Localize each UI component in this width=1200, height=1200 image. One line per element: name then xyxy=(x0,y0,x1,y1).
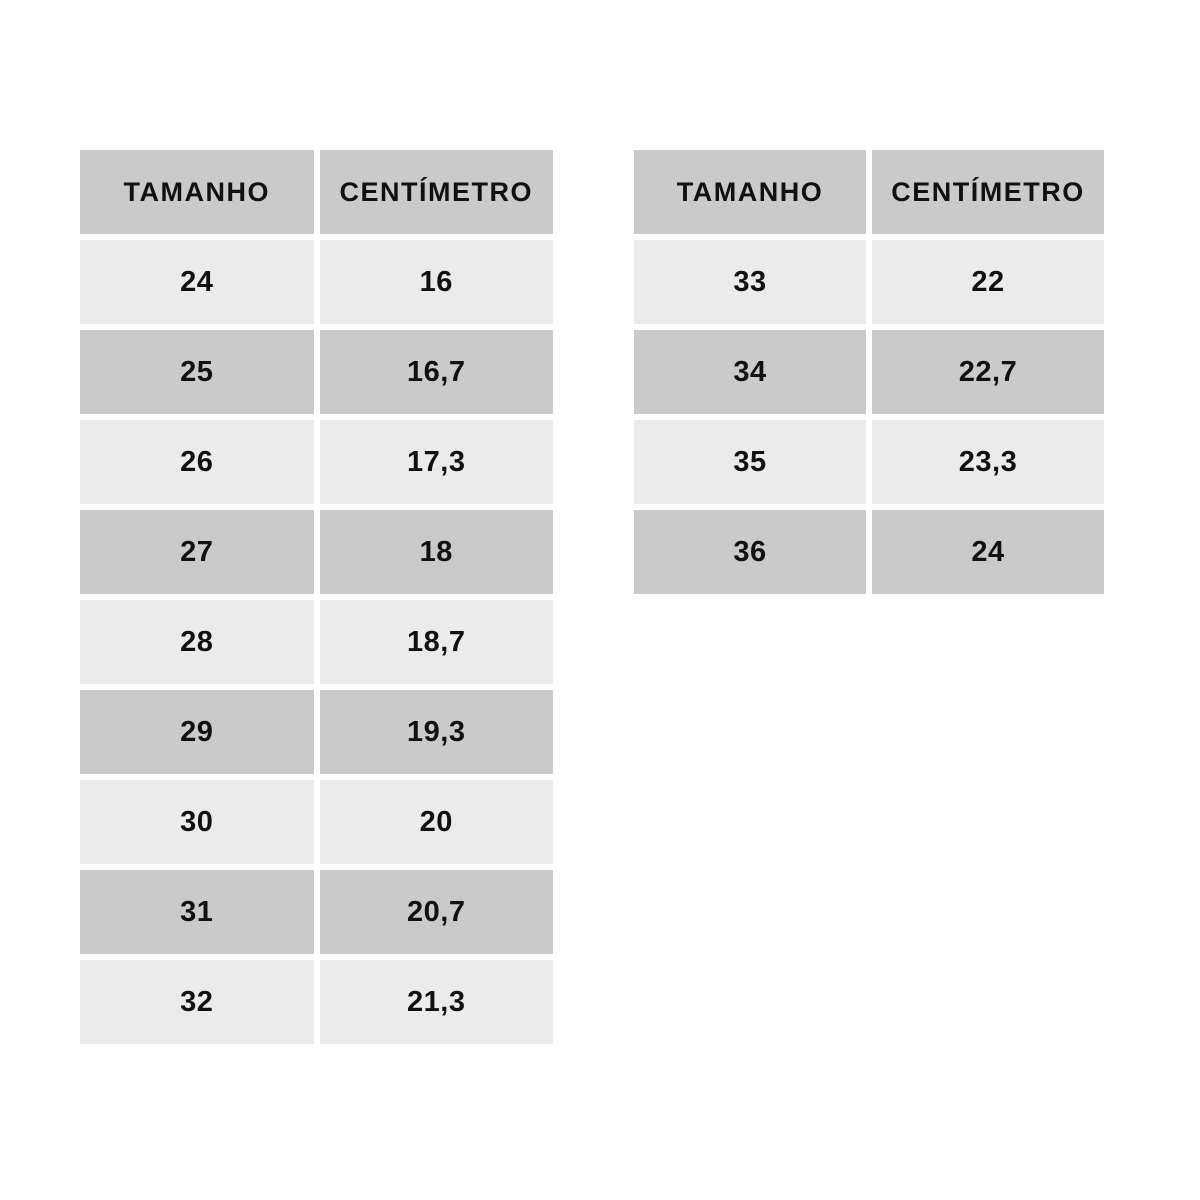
column-header-centimetro: CENTÍMETRO xyxy=(320,150,554,234)
centimeter-value-cell: 21,3 xyxy=(320,960,554,1044)
table-row xyxy=(80,690,553,774)
table-header-row xyxy=(80,150,553,234)
centimeter-value-cell: 22 xyxy=(872,240,1104,324)
centimeter-value-cell: 17,3 xyxy=(320,420,554,504)
table-row xyxy=(80,870,553,954)
size-value-cell: 27 xyxy=(80,510,314,594)
size-value-cell: 26 xyxy=(80,420,314,504)
size-value-cell: 28 xyxy=(80,600,314,684)
size-value-cell: 35 xyxy=(634,420,866,504)
table-row xyxy=(80,240,553,324)
column-header-tamanho: TAMANHO xyxy=(634,150,866,234)
size-value-cell: 29 xyxy=(80,690,314,774)
centimeter-value-cell: 18 xyxy=(320,510,554,594)
table-row xyxy=(634,330,1104,414)
centimeter-value-cell: 18,7 xyxy=(320,600,554,684)
table-header-row xyxy=(634,150,1104,234)
table-row xyxy=(634,510,1104,594)
size-value-cell: 32 xyxy=(80,960,314,1044)
table-row xyxy=(80,510,553,594)
centimeter-value-cell: 19,3 xyxy=(320,690,554,774)
size-table-right xyxy=(634,150,1104,594)
table-row xyxy=(80,330,553,414)
table-row xyxy=(634,420,1104,504)
table-body xyxy=(80,240,553,1044)
size-table-left xyxy=(80,150,553,1044)
centimeter-value-cell: 22,7 xyxy=(872,330,1104,414)
table-row xyxy=(80,960,553,1044)
table-body xyxy=(634,240,1104,594)
centimeter-value-cell: 23,3 xyxy=(872,420,1104,504)
table-row xyxy=(80,600,553,684)
size-value-cell: 36 xyxy=(634,510,866,594)
column-header-tamanho: TAMANHO xyxy=(80,150,314,234)
centimeter-value-cell: 20 xyxy=(320,780,554,864)
size-value-cell: 25 xyxy=(80,330,314,414)
column-header-centimetro: CENTÍMETRO xyxy=(872,150,1104,234)
size-value-cell: 34 xyxy=(634,330,866,414)
size-value-cell: 31 xyxy=(80,870,314,954)
centimeter-value-cell: 16 xyxy=(320,240,554,324)
table-row xyxy=(634,240,1104,324)
size-value-cell: 33 xyxy=(634,240,866,324)
size-value-cell: 24 xyxy=(80,240,314,324)
centimeter-value-cell: 24 xyxy=(872,510,1104,594)
centimeter-value-cell: 16,7 xyxy=(320,330,554,414)
table-row xyxy=(80,420,553,504)
size-value-cell: 30 xyxy=(80,780,314,864)
centimeter-value-cell: 20,7 xyxy=(320,870,554,954)
table-row xyxy=(80,780,553,864)
